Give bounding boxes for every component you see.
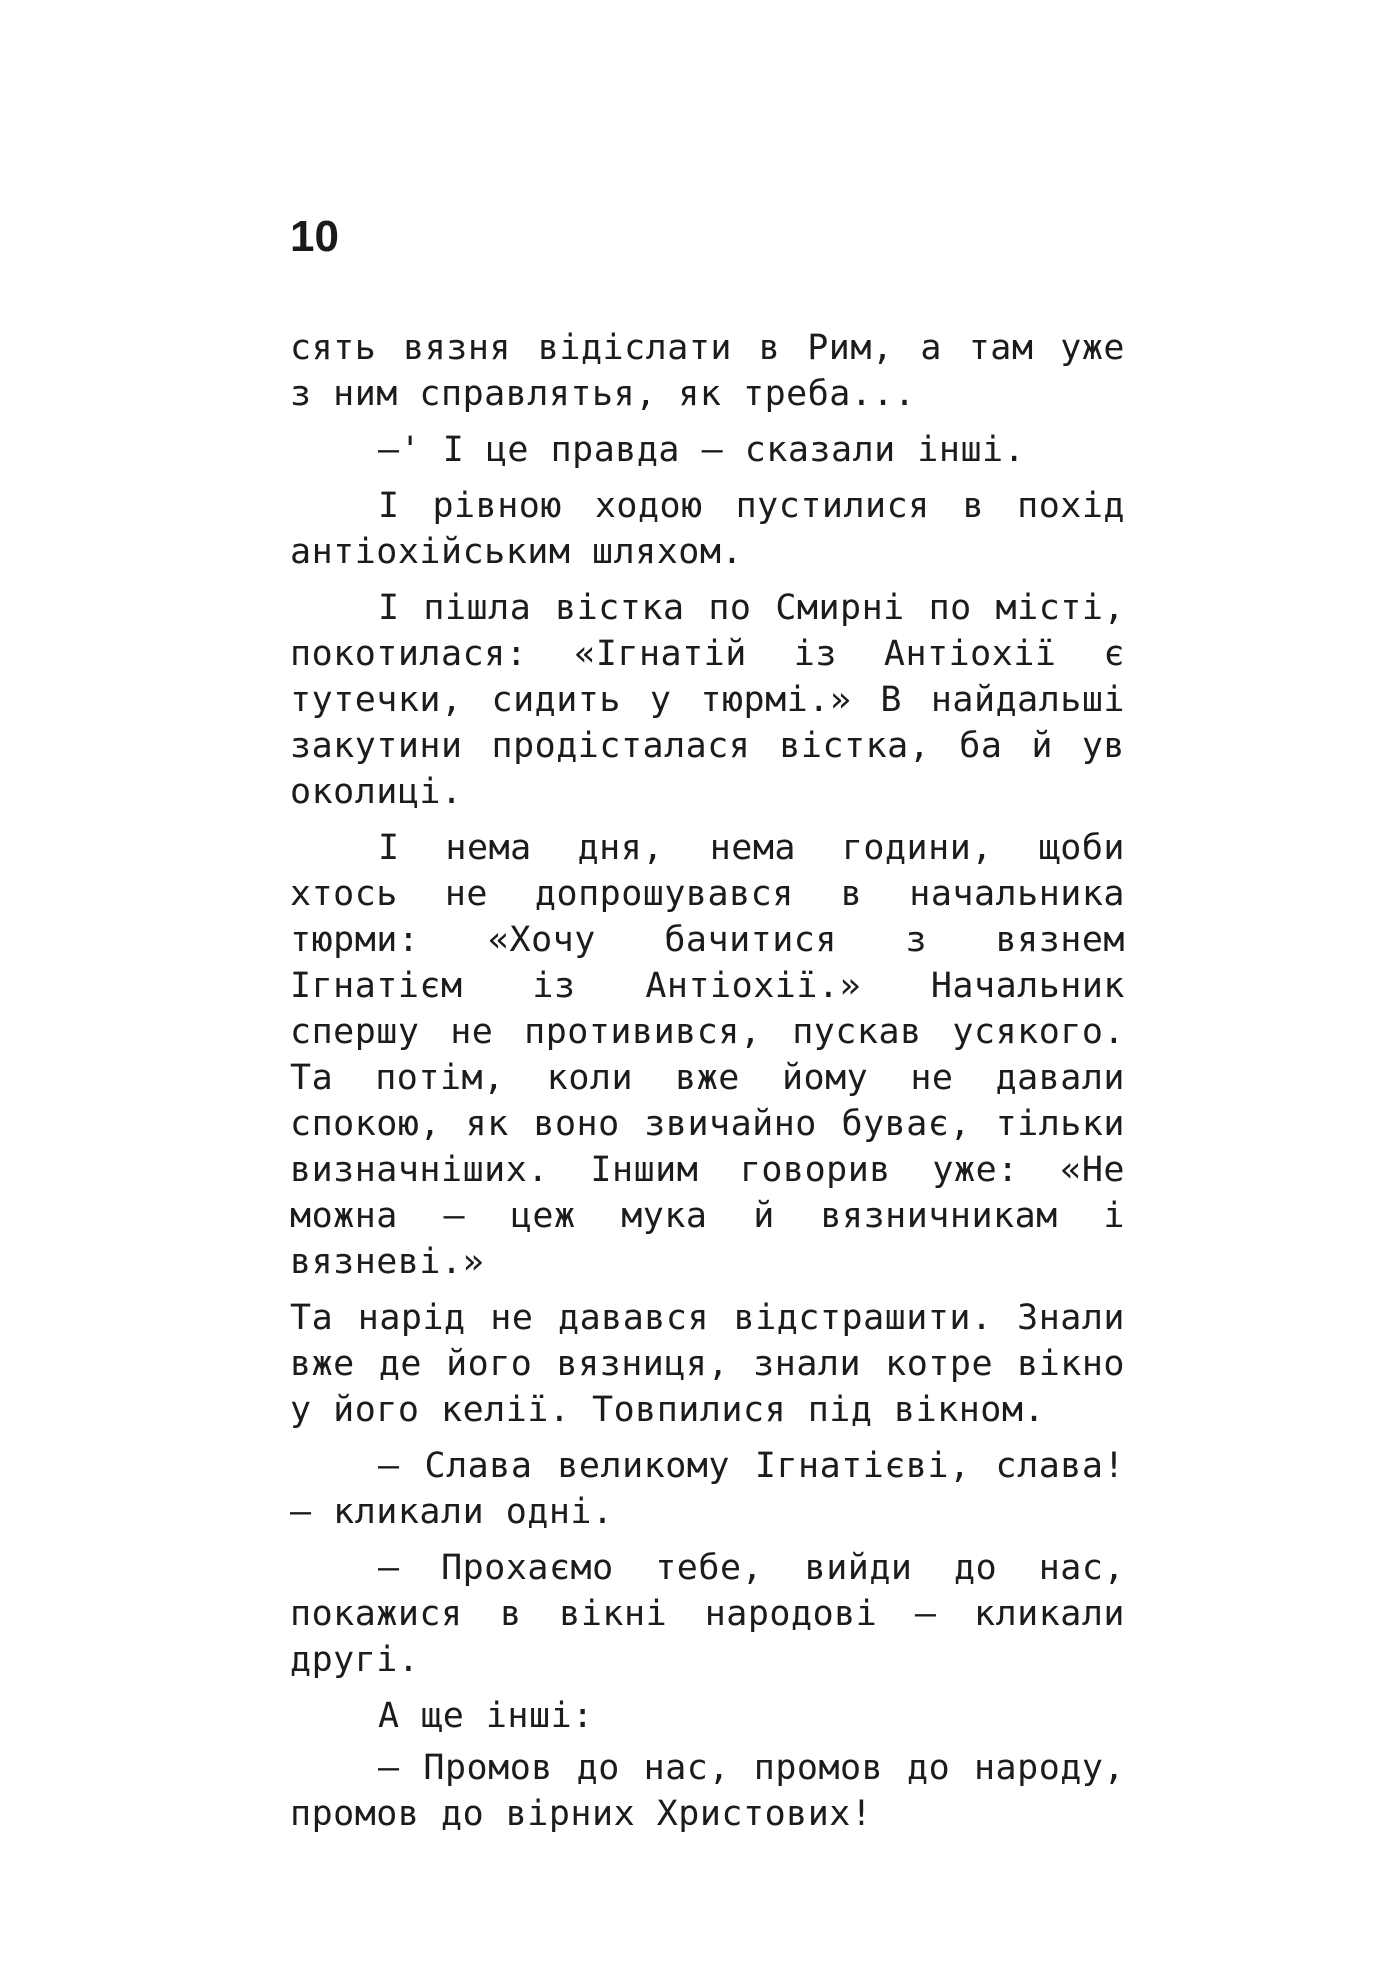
paragraph: І пішла вістка по Смирні по місті, покотилася: «Ігнатій із Антіохії є тутечки, сидить у тюрмі.» В найдальші закутини продісталася вістка, ба й ув околиці.: [290, 588, 1125, 812]
page-number: 10: [290, 212, 339, 261]
paragraph: А ще інші:: [378, 1696, 594, 1736]
paragraph-dialogue: — Слава великому Ігнатієві, слава! — кликали одні.: [290, 1446, 1125, 1532]
paragraph: І рівною ходою пустилися в похід антіохійським шляхом.: [290, 486, 1125, 572]
text-body: [290, 325, 1125, 1847]
paragraph-dialogue: — Промов до нас, промов до народу, промов до вірних Христових!: [290, 1748, 1125, 1834]
paragraph-dialogue: — Прохаємо тебе, вийди до нас, покажися в вікні народові — кликали другі.: [290, 1548, 1125, 1680]
paragraph-dialogue: —' І це правда — сказали інші.: [378, 430, 1026, 470]
paragraph: Та нарід не давався відстрашити. Знали вже де його вязниця, знали котре вікно у його келії. Товпилися під вікном.: [290, 1298, 1125, 1430]
paragraph-continuation: сять вязня відіслати в Рим, а там уже з ним справлятья, як треба...: [290, 328, 1125, 414]
paragraph: І нема дня, нема години, щоби хтось не допрошувався в начальника тюрми: «Хочу бачитися з вязнем Ігнатієм із Антіохії.» Начальник спершу не противився, пускав усякого. Та потім, коли вже йому не давали спокою, як воно звичайно буває, тільки визначніших. Іншим говорив уже: «Не можна — цеж мука й вязничникам і вязневі.»: [290, 828, 1125, 1282]
